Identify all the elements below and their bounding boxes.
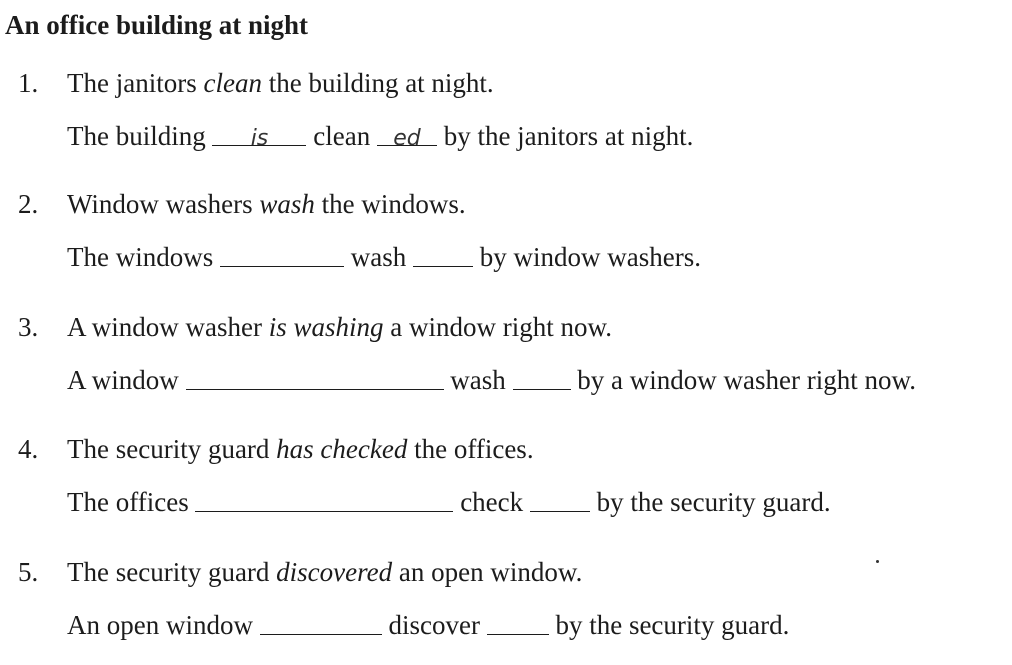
answer-blank-auxiliary[interactable]	[195, 487, 453, 512]
sentence-text: wash	[343, 242, 413, 272]
answer-blank-auxiliary[interactable]	[212, 121, 306, 151]
exercise-item-3	[0, 310, 1012, 420]
item-number: 3.	[18, 312, 39, 342]
stray-mark	[876, 560, 879, 563]
answer-blank-auxiliary[interactable]	[220, 242, 344, 267]
sentence-text: The security guard	[67, 557, 277, 587]
sentence-text: by window washers.	[479, 242, 701, 272]
answer-blank-auxiliary[interactable]	[186, 365, 444, 390]
sentence-text: An open window	[67, 610, 260, 640]
exercise-item-5	[0, 555, 1012, 665]
sentence-text: The offices	[67, 487, 196, 517]
highlighted-verb: discovered	[276, 557, 393, 587]
item-number: 2.	[18, 189, 39, 219]
active-sentence	[67, 187, 466, 221]
sentence-text: by a window washer right now.	[577, 365, 916, 395]
highlighted-verb: is washing	[268, 312, 384, 342]
exercise-item-4	[0, 432, 1012, 542]
sentence-text: by the security guard.	[555, 610, 790, 640]
sentence-text: wash	[443, 365, 513, 395]
highlighted-verb: has checked	[276, 434, 408, 464]
sentence-text: discover	[381, 610, 487, 640]
exercise-title: An office building at night	[5, 10, 309, 40]
answer-blank-ending[interactable]	[513, 365, 571, 390]
item-number: 4.	[18, 434, 39, 464]
sentence-text: The building	[67, 121, 213, 151]
sentence-text: A window washer	[67, 312, 269, 342]
sentence-text: The windows	[67, 242, 220, 272]
answer-blank-ending[interactable]	[487, 610, 549, 635]
sentence-text: by the security guard.	[596, 487, 831, 517]
sentence-text: a window right now.	[383, 312, 612, 342]
passive-sentence	[67, 485, 831, 519]
sentence-text: clean	[306, 121, 377, 151]
passive-sentence	[67, 608, 789, 642]
active-sentence	[67, 432, 534, 466]
sentence-text: an open window.	[392, 557, 583, 587]
item-number: 5.	[18, 557, 39, 587]
handwritten-answer: is	[250, 126, 269, 151]
sentence-text: Window washers	[67, 189, 260, 219]
sentence-text: check	[453, 487, 530, 517]
passive-sentence	[67, 119, 693, 153]
exercise-item-2	[0, 187, 1012, 297]
answer-blank-ending[interactable]	[413, 242, 473, 267]
exercise-item-1	[0, 66, 1012, 176]
highlighted-verb: wash	[259, 189, 315, 219]
sentence-text: A window	[67, 365, 186, 395]
active-sentence	[67, 310, 612, 344]
item-number: 1.	[18, 68, 39, 98]
sentence-text: The security guard	[67, 434, 277, 464]
sentence-text: by the janitors at night.	[443, 121, 694, 151]
passive-sentence	[67, 363, 916, 397]
passive-sentence	[67, 240, 701, 274]
answer-blank-auxiliary[interactable]	[260, 610, 382, 635]
sentence-text: The janitors	[67, 68, 204, 98]
sentence-text: the offices.	[407, 434, 534, 464]
active-sentence	[67, 555, 582, 589]
handwritten-answer: ed	[393, 126, 421, 151]
answer-blank-ending[interactable]	[377, 121, 437, 151]
answer-blank-ending[interactable]	[530, 487, 590, 512]
active-sentence	[67, 66, 494, 100]
sentence-text: the windows.	[314, 189, 466, 219]
highlighted-verb: clean	[203, 68, 262, 98]
sentence-text: the building at night.	[261, 68, 494, 98]
